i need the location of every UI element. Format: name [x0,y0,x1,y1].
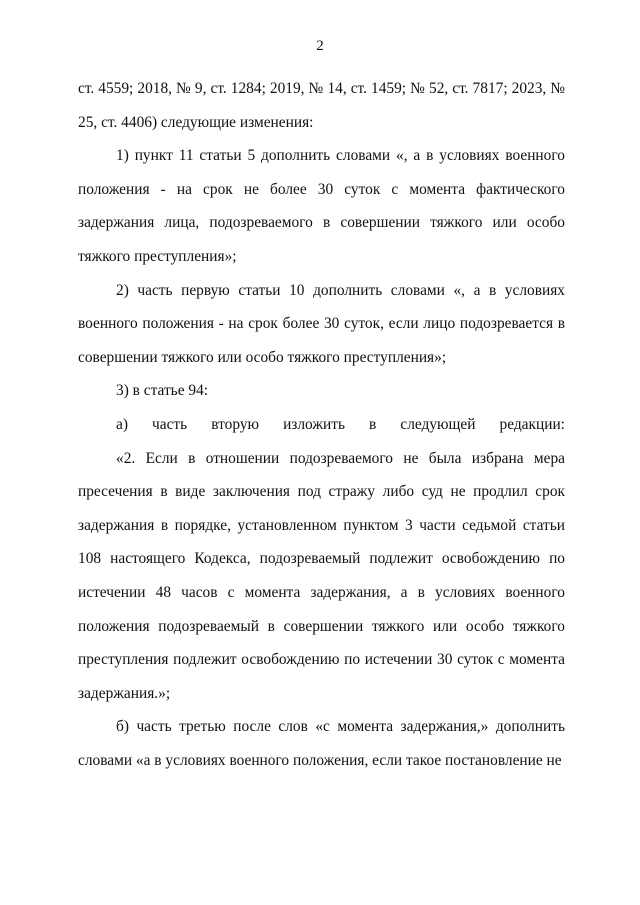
word: вторую [211,415,260,433]
word: изложить [283,415,345,433]
word: часть [152,415,188,433]
paragraph-legislation-citation: ст. 4559; 2018, № 9, ст. 1284; 2019, № 14, ст. 1459; № 52, ст. 7817; 2023, № 25, ст. 4406) следующие изменения: [78,80,565,131]
word: следующей [400,415,476,433]
paragraph-item-1: 1) пункт 11 статьи 5 дополнить словами «, а в условиях военного положения - на срок не более 30 суток с момента фактического задержания лица, подозреваемого в совершении тяжкого или особо тяжкого преступления»; [78,147,565,265]
page-number: 2 [316,38,324,54]
paragraph-item-2: 2) часть первую статьи 10 дополнить словами «, а в условиях военного положения - на срок более 30 суток, если лицо подозревается в совершении тяжкого или особо тяжкого преступления»; [78,281,565,366]
word: редакции: [499,415,565,433]
document-body [78,72,565,777]
word: а) [116,415,128,433]
paragraph-subitem-b: б) часть третью после слов «с момента задержания,» дополнить словами «а в условиях военного положения, если такое постановление не [78,718,565,769]
paragraph-quoted-article-text: «2. Если в отношении подозреваемого не была избрана мера пресечения в виде заключения под стражу либо суд не продлил срок задержания в порядке, установленном пунктом 3 части седьмой статьи 108 настоящего Кодекса, подозреваемый подлежит освобождению по истечении 48 часов с момента задержания, а в условиях военного положения подозреваемый в совершении тяжкого или особо тяжкого преступления подлежит освобождению по истечении 30 суток с момента задержания.»; [78,449,565,702]
paragraph-subitem-a [78,408,565,442]
paragraph-item-3: 3) в статье 94: [116,382,209,400]
word: в [369,415,377,433]
